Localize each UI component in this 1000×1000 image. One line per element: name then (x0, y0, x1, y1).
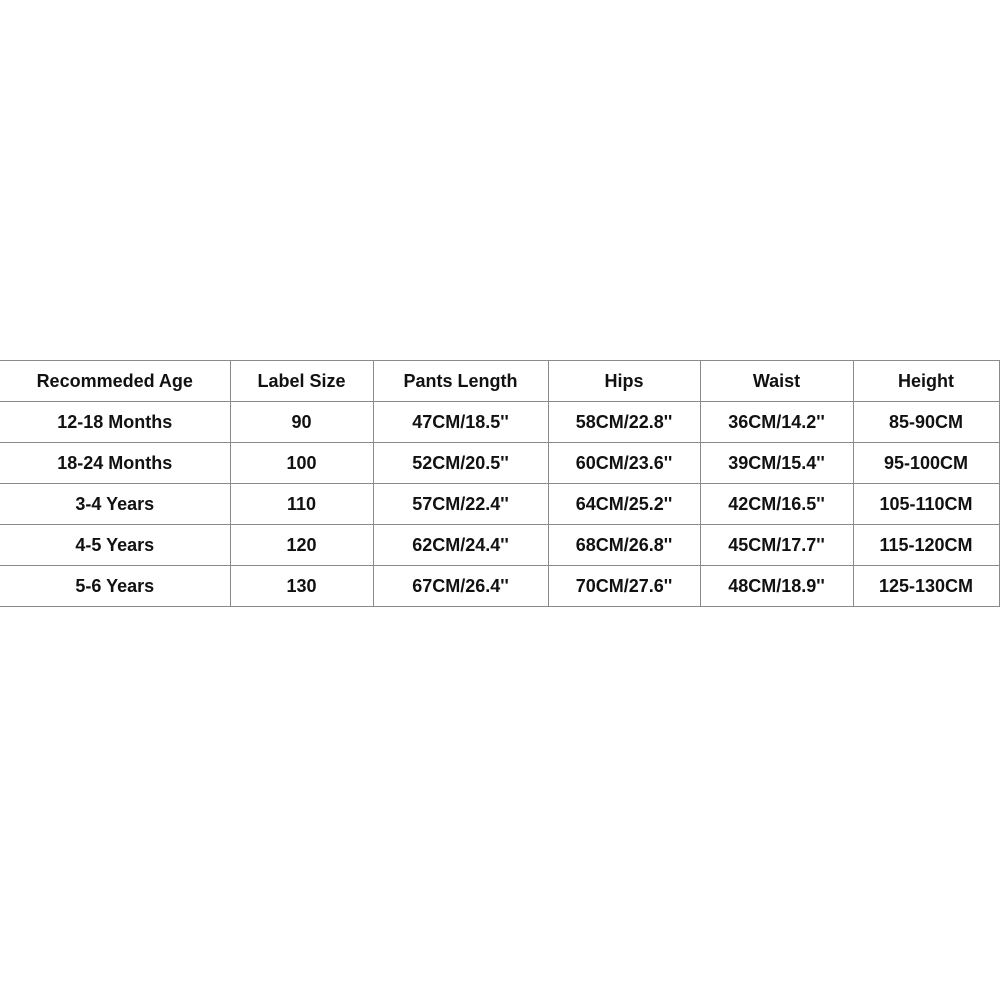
cell-hips: 70CM/27.6'' (548, 566, 700, 607)
cell-age: 5-6 Years (0, 566, 230, 607)
table-row (0, 484, 999, 525)
table-row (0, 443, 999, 484)
cell-height: 115-120CM (853, 525, 999, 566)
cell-age: 12-18 Months (0, 402, 230, 443)
cell-waist: 39CM/15.4'' (700, 443, 853, 484)
size-chart-table (0, 360, 1000, 607)
cell-hips: 68CM/26.8'' (548, 525, 700, 566)
table-row (0, 402, 999, 443)
table-row (0, 525, 999, 566)
cell-pants-length: 67CM/26.4'' (373, 566, 548, 607)
cell-hips: 60CM/23.6'' (548, 443, 700, 484)
cell-waist: 48CM/18.9'' (700, 566, 853, 607)
cell-pants-length: 52CM/20.5'' (373, 443, 548, 484)
header-recommended-age: Recommeded Age (0, 361, 230, 402)
header-label-size: Label Size (230, 361, 373, 402)
cell-label-size: 90 (230, 402, 373, 443)
cell-age: 18-24 Months (0, 443, 230, 484)
cell-waist: 42CM/16.5'' (700, 484, 853, 525)
header-waist: Waist (700, 361, 853, 402)
cell-label-size: 110 (230, 484, 373, 525)
header-hips: Hips (548, 361, 700, 402)
cell-label-size: 100 (230, 443, 373, 484)
cell-age: 3-4 Years (0, 484, 230, 525)
table-row (0, 566, 999, 607)
cell-pants-length: 47CM/18.5'' (373, 402, 548, 443)
header-pants-length: Pants Length (373, 361, 548, 402)
cell-hips: 64CM/25.2'' (548, 484, 700, 525)
cell-height: 95-100CM (853, 443, 999, 484)
cell-label-size: 130 (230, 566, 373, 607)
cell-height: 85-90CM (853, 402, 999, 443)
cell-label-size: 120 (230, 525, 373, 566)
cell-height: 125-130CM (853, 566, 999, 607)
cell-height: 105-110CM (853, 484, 999, 525)
cell-hips: 58CM/22.8'' (548, 402, 700, 443)
cell-waist: 45CM/17.7'' (700, 525, 853, 566)
cell-age: 4-5 Years (0, 525, 230, 566)
header-height: Height (853, 361, 999, 402)
cell-pants-length: 62CM/24.4'' (373, 525, 548, 566)
header-row (0, 361, 999, 402)
cell-waist: 36CM/14.2'' (700, 402, 853, 443)
cell-pants-length: 57CM/22.4'' (373, 484, 548, 525)
